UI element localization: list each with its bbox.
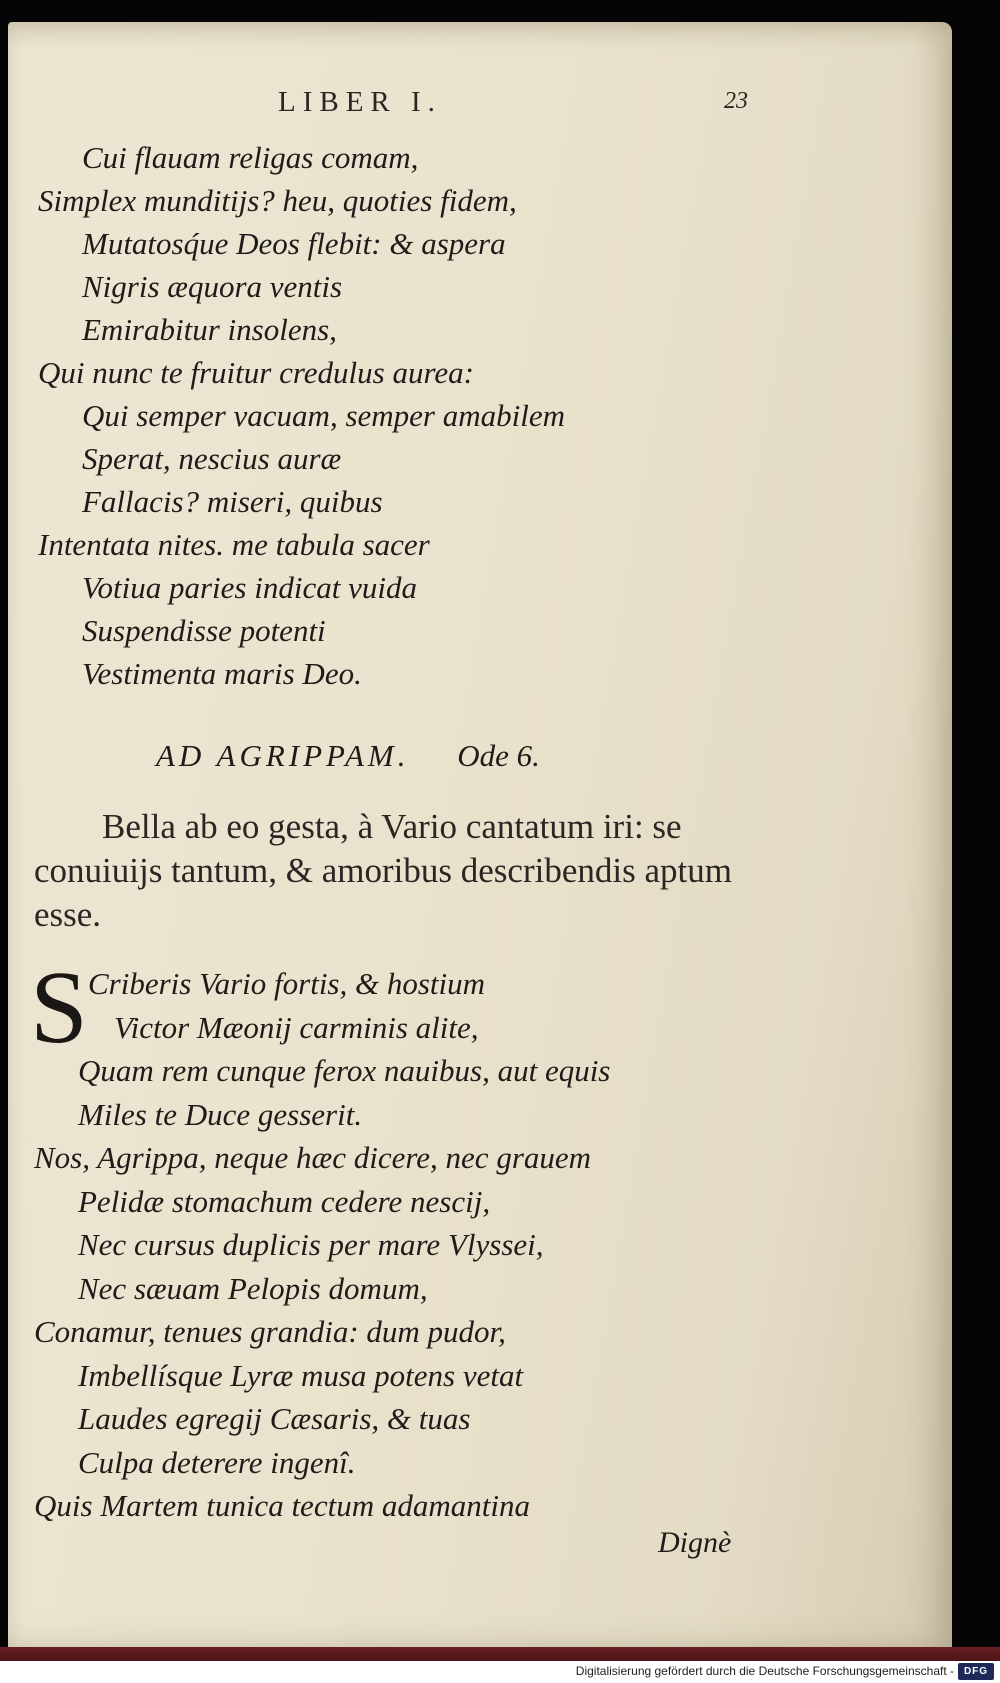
- book-edge: [0, 1647, 1000, 1661]
- verse-line: Votiua paries indicat vuida: [82, 570, 417, 605]
- verse-line: Miles te Duce gesserit.: [78, 1096, 363, 1132]
- verse-line: Nec cursus duplicis per mare Vlyssei,: [78, 1227, 544, 1262]
- verse-line: Qui nunc te fruitur credulus aurea:: [38, 355, 474, 390]
- verse-line: Quis Martem tunica tectum adamantina: [34, 1488, 530, 1523]
- verse-line: Victor Mæonij carminis alite,: [114, 1009, 479, 1045]
- verse-line: Qui semper vacuam, semper amabilem: [82, 398, 565, 433]
- ode-verses: [0, 962, 1000, 1528]
- verse-line: Simplex munditijs? heu, quoties fidem,: [38, 183, 517, 218]
- verse-line: Conamur, tenues grandia: dum pudor,: [34, 1314, 506, 1349]
- catchword: Dignè: [658, 1526, 732, 1559]
- running-head: LIBER I.: [278, 86, 442, 118]
- verse-line: Suspendisse potenti: [82, 613, 326, 648]
- page-number: 23: [724, 88, 748, 114]
- verse-line: Criberis Vario fortis, & hostium: [88, 966, 486, 1001]
- funding-credit: Digitalisierung gefördert durch die Deutsche Forschungsgemeinschaft -: [575, 1664, 954, 1678]
- verse-line: Laudes egregij Cæsaris, & tuas: [78, 1401, 471, 1436]
- verse-line: Quam rem cunque ferox nauibus, aut equis: [78, 1053, 611, 1088]
- verse-line: Vestimenta maris Deo.: [82, 656, 362, 691]
- verse-line: Pelidæ stomachum cedere nescij,: [78, 1183, 491, 1219]
- previous-ode-ending: [0, 136, 1000, 695]
- dfg-logo-icon: DFG: [958, 1663, 994, 1680]
- digitization-footer: [0, 1661, 1000, 1683]
- ode-heading: [156, 738, 540, 774]
- ode-title: AD AGRIPPAM.: [156, 738, 410, 773]
- verse-line: Emirabitur insolens,: [82, 312, 337, 347]
- verse-line: Culpa deterere ingenî.: [78, 1444, 356, 1480]
- verse-line: Nos, Agrippa, neque hæc dicere, nec grauem: [34, 1140, 592, 1175]
- verse-line: Mutatosq́ue Deos flebit: & aspera: [82, 226, 506, 261]
- verse-line: Imbellísque Lyræ musa potens vetat: [78, 1357, 524, 1393]
- ode-number: Ode 6.: [457, 738, 540, 773]
- drop-cap: S: [30, 950, 88, 1065]
- verse-line: Sperat, nescius auræ: [82, 441, 342, 476]
- verse-line: Cui flauam religas comam,: [82, 140, 419, 175]
- verse-line: Nec sæuam Pelopis domum,: [78, 1270, 428, 1306]
- verse-line: Fallacis? miseri, quibus: [82, 484, 383, 519]
- verse-line: Intentata nites. me tabula sacer: [38, 527, 430, 562]
- ode-argument: Bella ab eo gesta, à Vario cantatum iri: se conuiuijs tantum, & amoribus describendis aptum esse.: [34, 807, 732, 934]
- verse-line: Nigris æquora ventis: [82, 269, 343, 304]
- page-header: [0, 86, 1000, 126]
